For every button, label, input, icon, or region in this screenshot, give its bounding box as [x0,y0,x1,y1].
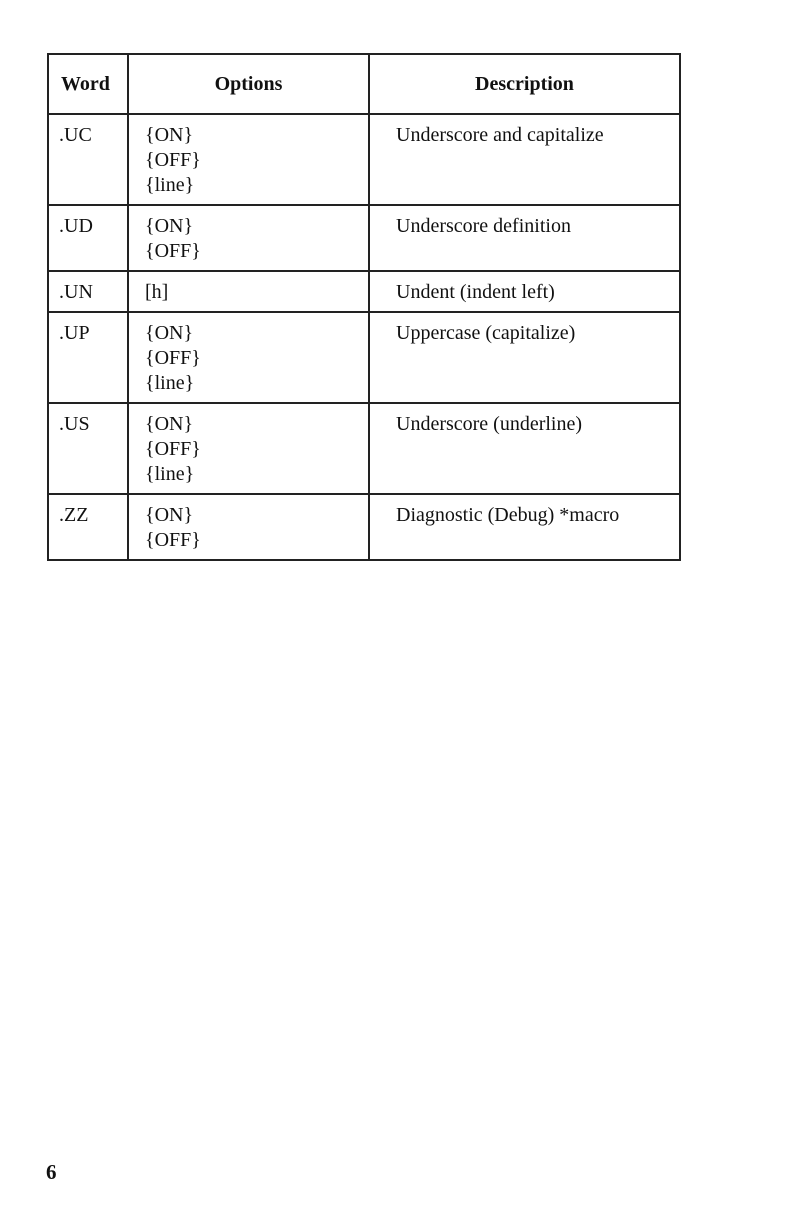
word-cell: .US [48,403,128,494]
option-value: {ON} [145,322,194,344]
table-row [48,114,680,205]
options-cell [128,494,369,560]
table-row [48,403,680,494]
header-word: Word [48,54,128,114]
option-value: {ON} [145,413,194,435]
description-cell: Underscore (underline) [369,403,680,494]
options-cell [128,403,369,494]
description-cell: Underscore and capitalize [369,114,680,205]
table-body [48,114,680,560]
header-description: Description [369,54,680,114]
options-cell [128,271,369,312]
table-header-row [48,54,680,114]
word-cell: .ZZ [48,494,128,560]
table-row [48,271,680,312]
word-cell: .UC [48,114,128,205]
option-value: {ON} [145,124,194,146]
description-cell: Underscore definition [369,205,680,271]
option-value: {OFF} [145,438,201,460]
table-row [48,312,680,403]
option-value: {ON} [145,215,194,237]
table-row [48,205,680,271]
option-value: {OFF} [145,149,201,171]
word-cell: .UD [48,205,128,271]
command-reference-table [47,53,681,561]
option-value: {line} [145,463,195,485]
description-cell: Diagnostic (Debug) *macro [369,494,680,560]
word-cell: .UN [48,271,128,312]
options-cell [128,205,369,271]
description-cell: Uppercase (capitalize) [369,312,680,403]
option-value: {ON} [145,504,194,526]
word-cell: .UP [48,312,128,403]
options-cell [128,312,369,403]
option-value: {OFF} [145,347,201,369]
option-value: {OFF} [145,529,201,551]
option-value: [h] [145,281,169,303]
page-number: 6 [46,1160,57,1184]
header-options: Options [128,54,369,114]
description-cell: Undent (indent left) [369,271,680,312]
option-value: {line} [145,372,195,394]
option-value: {line} [145,174,195,196]
table-row [48,494,680,560]
options-cell [128,114,369,205]
option-value: {OFF} [145,240,201,262]
